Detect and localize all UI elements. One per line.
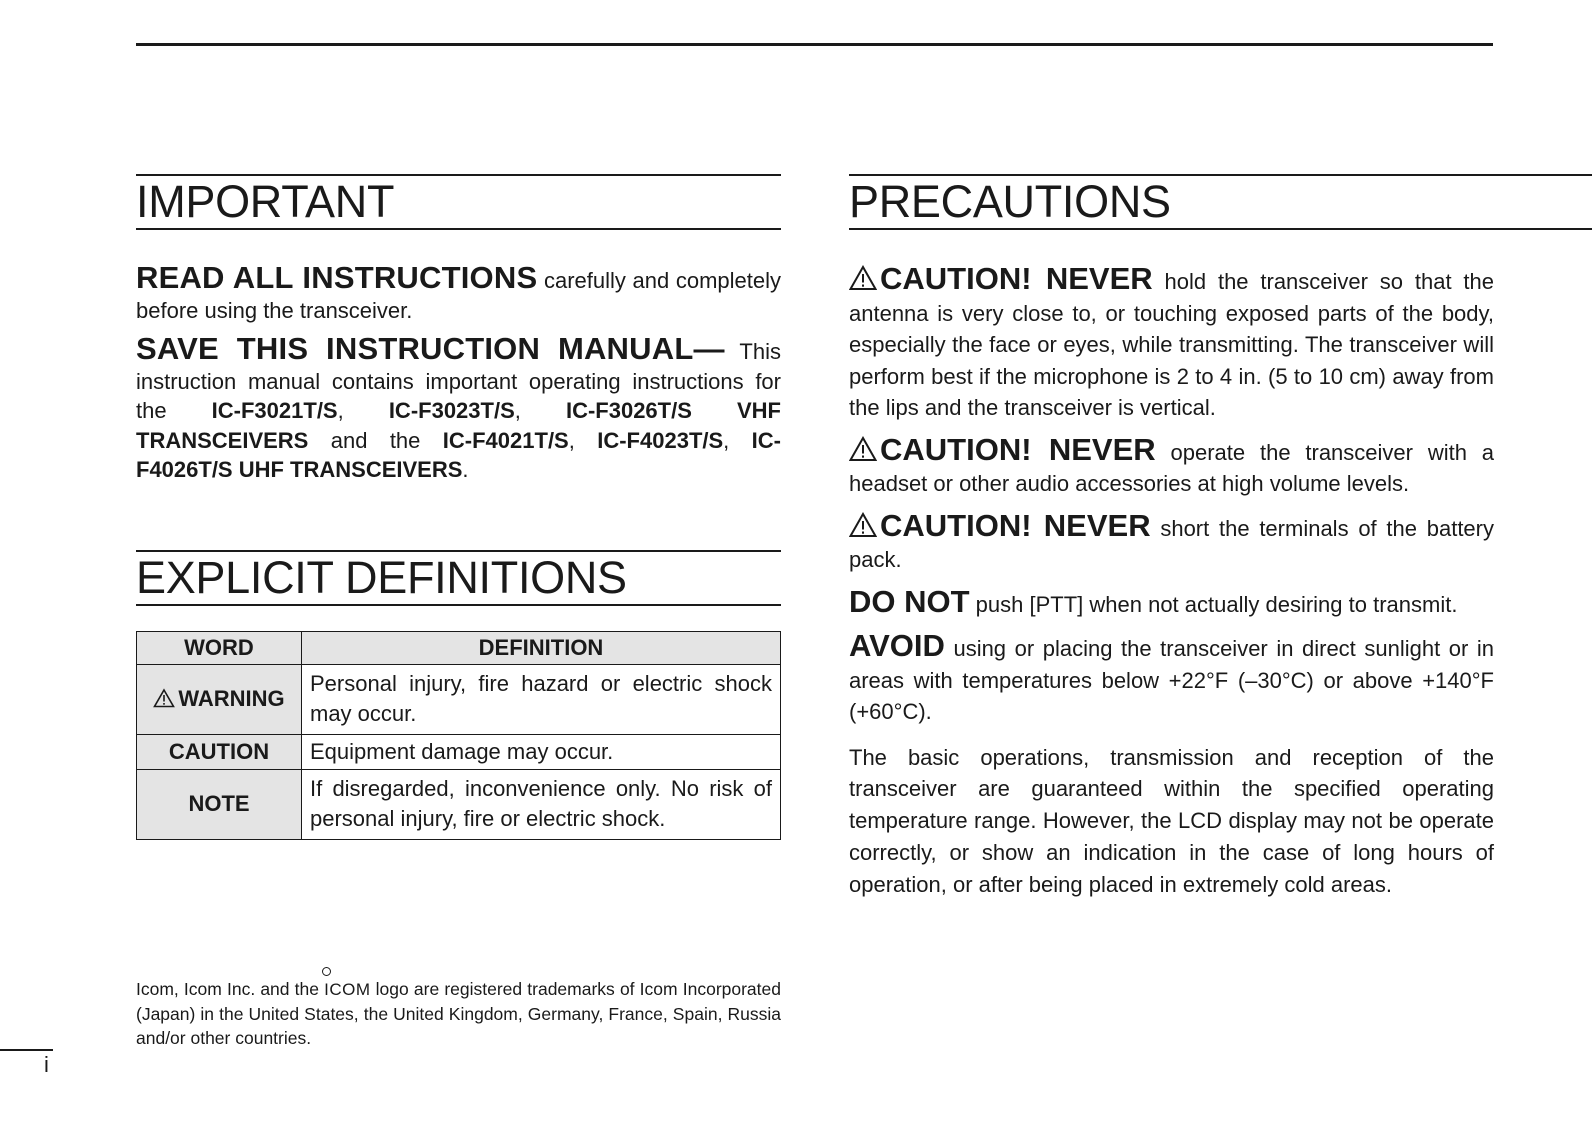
definition-column-header: DEFINITION xyxy=(302,631,781,664)
separator: , xyxy=(514,398,566,423)
caution-triangle-icon xyxy=(849,265,877,291)
precautions-closing-paragraph: The basic operations, transmission and reception of the transceiver are guaranteed within the specified operating temperature range. However, the LCD display may not be operate correctly, or show an indication in the case of long hours of operation, or after being placed in extremely cold areas. xyxy=(849,744,1494,897)
precaution-lead: CAUTION! NEVER xyxy=(880,261,1153,296)
word-note: NOTE xyxy=(137,769,302,839)
read-all-text: carefully and completely before using the transceiver. xyxy=(136,268,781,323)
top-rule xyxy=(136,43,1493,46)
model-ic-f3026ts-vhf: IC-F3026T/S VHF TRANSCEIVERS xyxy=(136,398,781,453)
explicit-definitions-heading: EXPLICIT DEFINITIONS xyxy=(136,550,781,606)
and-the-text: and the xyxy=(308,427,443,453)
precaution-text: push [PTT] when not actually desiring to transmit. xyxy=(969,591,1458,617)
separator: , xyxy=(568,427,598,453)
precaution-text: short the terminals of the battery pack. xyxy=(849,515,1494,572)
save-manual-dash: — xyxy=(693,331,725,366)
icom-logo-circle-icon xyxy=(322,967,331,976)
word-column-header: WORD xyxy=(137,631,302,664)
table-row xyxy=(137,769,781,839)
table-header-row xyxy=(137,631,781,664)
model-ic-f3021ts: IC-F3021T/S xyxy=(211,398,338,423)
read-all-paragraph xyxy=(136,260,781,326)
precaution-item xyxy=(849,630,1494,728)
word-warning: WARNING xyxy=(178,686,285,711)
precautions-heading: PRECAUTIONS xyxy=(849,174,1592,230)
model-ic-f4021ts: IC-F4021T/S xyxy=(442,427,569,453)
page-number-rule xyxy=(0,1049,53,1051)
trademark-footnote xyxy=(136,977,781,1050)
precaution-item xyxy=(849,431,1495,500)
caution-triangle-icon xyxy=(849,436,877,462)
model-ic-f4023ts: IC-F4023T/S xyxy=(597,427,724,453)
read-all-lead: READ ALL INSTRUCTIONS xyxy=(136,260,538,295)
table-row xyxy=(137,664,781,734)
definition-warning: Personal injury, fire hazard or electric shock may occur. xyxy=(302,664,781,734)
page-number: i xyxy=(44,1052,49,1077)
icom-logo xyxy=(324,978,370,1002)
precaution-item xyxy=(849,263,1494,424)
precaution-text: operate the transceiver with a headset or other audio accessories at high volume levels. xyxy=(849,439,1495,496)
footnote-text-before: Icom, Icom Inc. and the xyxy=(136,979,325,999)
precaution-lead: CAUTION! NEVER xyxy=(880,507,1151,543)
right-column xyxy=(849,174,1592,900)
precaution-text: hold the transceiver so that the antenna is very close to, or touching exposed parts of the body, especially the face or eyes, while transmitting. The transceiver will perform best if the microphone is 2 to 4 in. (5 to 10 cm) away from the lips and the transceiver is vertical. xyxy=(849,269,1494,420)
word-caution: CAUTION xyxy=(137,734,302,769)
separator: , xyxy=(337,398,389,423)
warning-triangle-icon xyxy=(153,688,175,708)
period: . xyxy=(462,457,469,482)
model-ic-f4026ts-uhf: IC-F4026T/S UHF TRANSCEIVERS xyxy=(136,427,781,482)
word-cell-warning xyxy=(137,664,302,734)
precaution-item xyxy=(849,507,1494,576)
left-column xyxy=(136,174,781,840)
footnote-text-after: logo are registered trademarks of Icom Incorporated (Japan) in the United States, the United Kingdom, Germany, France, Spain, Russia and/or other countries. xyxy=(136,979,781,1048)
precaution-item xyxy=(849,583,1494,621)
definition-note: If disregarded, inconvenience only. No risk of personal injury, fire or electric shock. xyxy=(302,769,781,839)
save-manual-lead: SAVE THIS INSTRUCTION MANUAL xyxy=(136,331,694,366)
model-ic-f3023ts: IC-F3023T/S xyxy=(388,398,515,423)
icom-logo-text: ICOM xyxy=(324,980,371,999)
precaution-text: using or placing the transceiver in direct sunlight or in areas with temperatures below +22°F (–30°C) or above +140°F (+60°C). xyxy=(849,636,1494,724)
precaution-lead: AVOID xyxy=(849,628,945,663)
save-manual-text: This instruction manual contains important operating instructions for the xyxy=(136,339,781,423)
caution-triangle-icon xyxy=(849,512,877,538)
precaution-lead: DO NOT xyxy=(849,583,970,619)
separator: , xyxy=(723,427,752,453)
precaution-lead: CAUTION! NEVER xyxy=(880,431,1156,467)
table-row xyxy=(137,734,781,769)
definitions-table xyxy=(136,631,781,840)
important-heading: IMPORTANT xyxy=(136,174,781,230)
save-manual-paragraph xyxy=(136,331,781,485)
definition-caution: Equipment damage may occur. xyxy=(302,734,781,769)
